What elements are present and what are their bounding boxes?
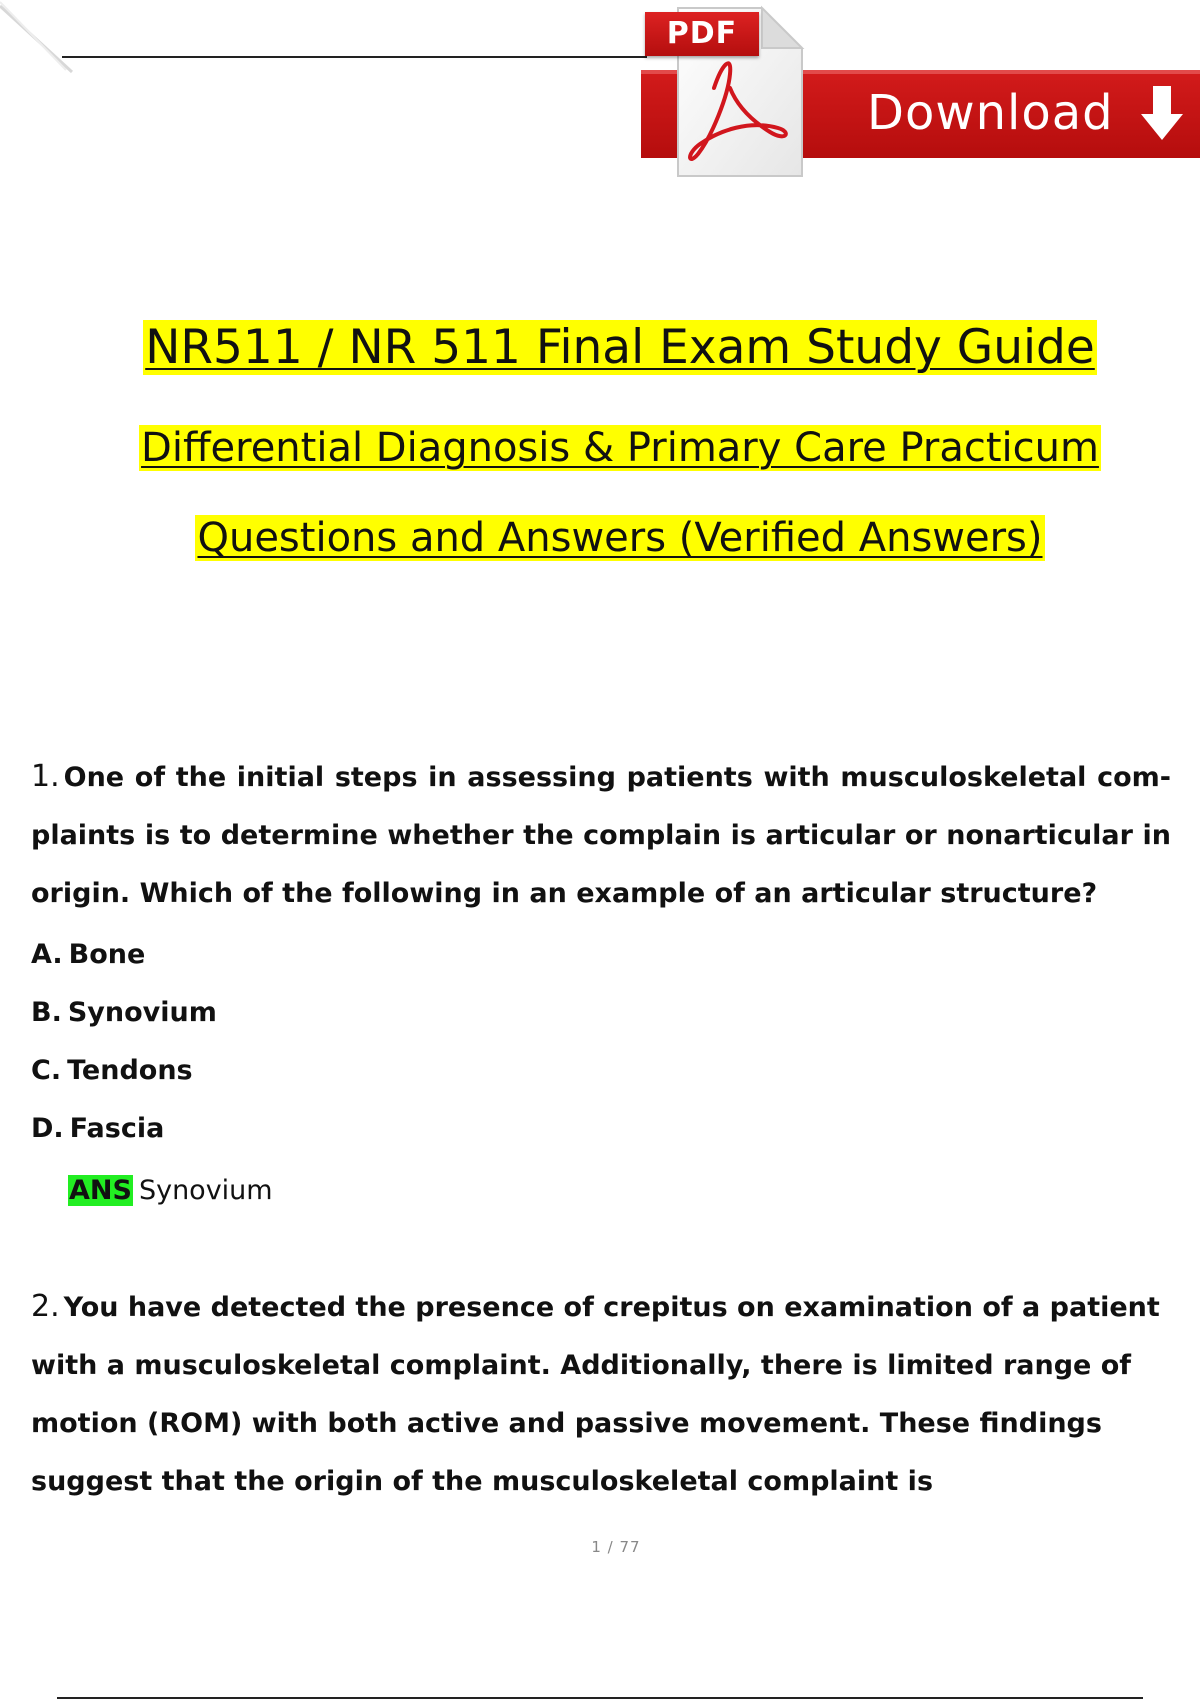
option-d [31, 1100, 631, 1158]
option-letter: C. [31, 1055, 62, 1086]
option-c [31, 1042, 631, 1100]
option-a [31, 926, 631, 984]
option-letter: D. [31, 1113, 64, 1144]
question-text: One of the initial steps in assessing patients with musculoskeletal com- plaints is to determine whether the complain is articular or nonarticular in origin. Which of the following in an example of an articular structure? [31, 762, 1171, 909]
question-text: You have detected the presence of crepitus on examination of a patient with a musculoskeletal complaint. Additionally, there is limited range of motion (ROM) with both active and passive movement. These findings suggest that the origin of the musculoskeletal complaint is [31, 1292, 1160, 1497]
option-text: Tendons [67, 1055, 193, 1086]
document-title-block [0, 298, 1200, 588]
option-letter: A. [31, 939, 63, 970]
answer-tag: ANS [69, 1175, 132, 1206]
answer-text: Synovium [138, 1175, 273, 1206]
title-line-2 [0, 398, 1200, 498]
answer-options [31, 926, 631, 1158]
title-main: NR511 / NR 511 Final Exam Study Guide [145, 320, 1095, 375]
footer-rule [57, 1697, 1143, 1699]
question-number: 2. [31, 1289, 60, 1324]
question-number: 1. [31, 759, 60, 794]
title-subtitle-2: Questions and Answers (Verified Answers) [197, 515, 1043, 561]
question-1 [31, 748, 1171, 923]
option-text: Synovium [67, 997, 217, 1028]
option-text: Bone [68, 939, 146, 970]
pdf-badge: PDF [645, 12, 759, 56]
header-rule [62, 56, 647, 58]
option-letter: B. [31, 997, 62, 1028]
option-text: Fascia [69, 1113, 165, 1144]
question-2 [31, 1278, 1171, 1511]
answer-line [68, 1167, 273, 1215]
page-corner-fold [0, 0, 80, 80]
pdf-download-banner[interactable] [641, 0, 1200, 180]
page-indicator: 1 / 77 [591, 1538, 641, 1556]
title-line-1 [0, 298, 1200, 398]
title-line-3 [0, 488, 1200, 588]
download-arrow-icon[interactable] [1139, 84, 1185, 144]
option-b [31, 984, 631, 1042]
title-subtitle: Differential Diagnosis & Primary Care Practicum [141, 425, 1099, 471]
download-label[interactable]: Download [867, 85, 1114, 141]
